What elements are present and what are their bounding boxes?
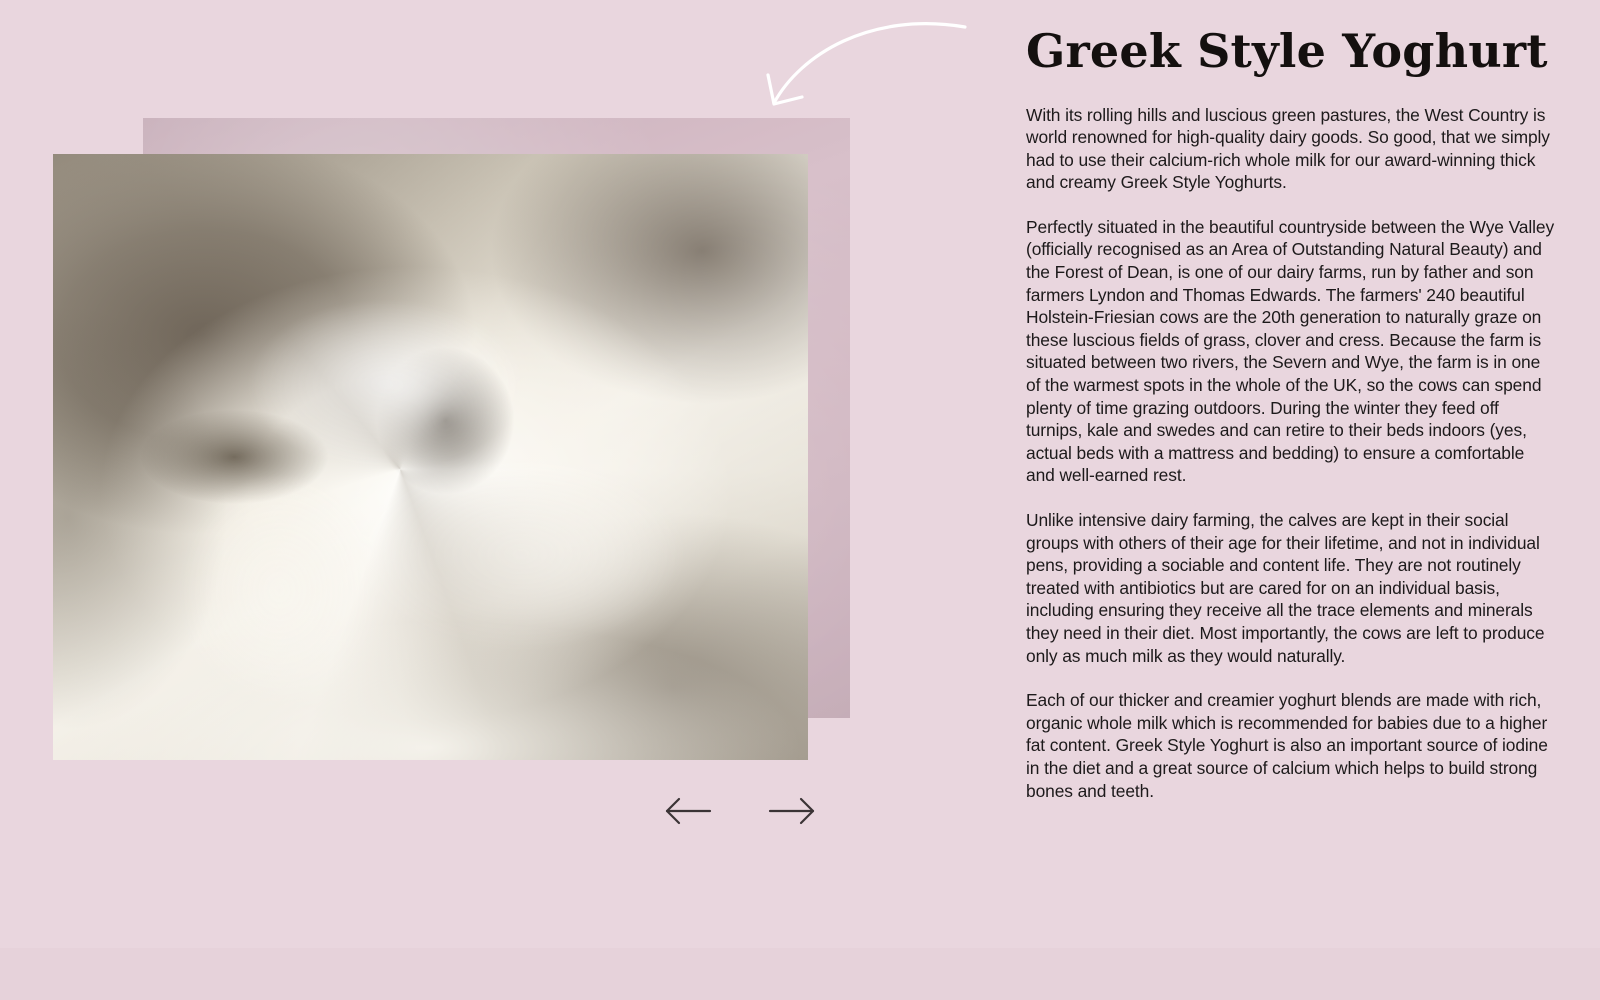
page-title: Greek Style Yoghurt (1026, 24, 1548, 78)
curved-arrow-doodle-icon (760, 5, 1010, 125)
arrow-left-icon (664, 796, 712, 826)
paragraph-2: Perfectly situated in the beautiful countryside between the Wye Valley (officially recognised as an Area of Outstanding Natural Beauty) and the Forest of Dean, is one of our dairy farms, run by father and son farmers Lyndon and Thomas Edwards. The farmers' 240 beautiful Holstein-Friesian cows are the 20th generation to naturally graze on these luscious fields of grass, clover and cress. Because the farm is situated between two rivers, the Severn and Wye, the farm is in one of the warmest spots in the whole of the UK, so the cows can spend plenty of time grazing outdoors. During the winter they feed off turnips, kale and swedes and can retire to their beds indoors (yes, actual beds with a mattress and bedding) to ensure a comfortable and well-earned rest. (1026, 216, 1555, 486)
content-panel (1026, 0, 1556, 1000)
bottom-strip (0, 948, 1600, 1000)
body-copy (1026, 104, 1556, 803)
paragraph-3: Unlike intensive dairy farming, the calves are kept in their social groups with others of their age for their lifetime, and not in individual pens, providing a sociable and content life. They are not routinely treated with antibiotics but are cared for on an individual basis, including ensuring they receive all the trace elements and minerals they need in their diet. Most importantly, the cows are left to produce only as much milk as they would naturally. (1026, 510, 1545, 666)
paragraph-1: With its rolling hills and luscious green pastures, the West Country is world renowned for high-quality dairy goods. So good, that we simply had to use their calcium-rich whole milk for our award-winning thick and creamy Greek Style Yoghurts. (1026, 104, 1550, 193)
arrow-right-icon (768, 796, 816, 826)
carousel-nav (660, 785, 820, 837)
carousel-next-button[interactable] (764, 785, 820, 837)
paragraph-4: Each of our thicker and creamier yoghurt blends are made with rich, organic whole milk which is recommended for babies due to a higher fat content. Greek Style Yoghurt is also an important source of iodine in the diet and a great source of calcium which helps to build strong bones and teeth. (1026, 690, 1548, 801)
carousel-prev-button[interactable] (660, 785, 716, 837)
product-photo (53, 154, 808, 760)
